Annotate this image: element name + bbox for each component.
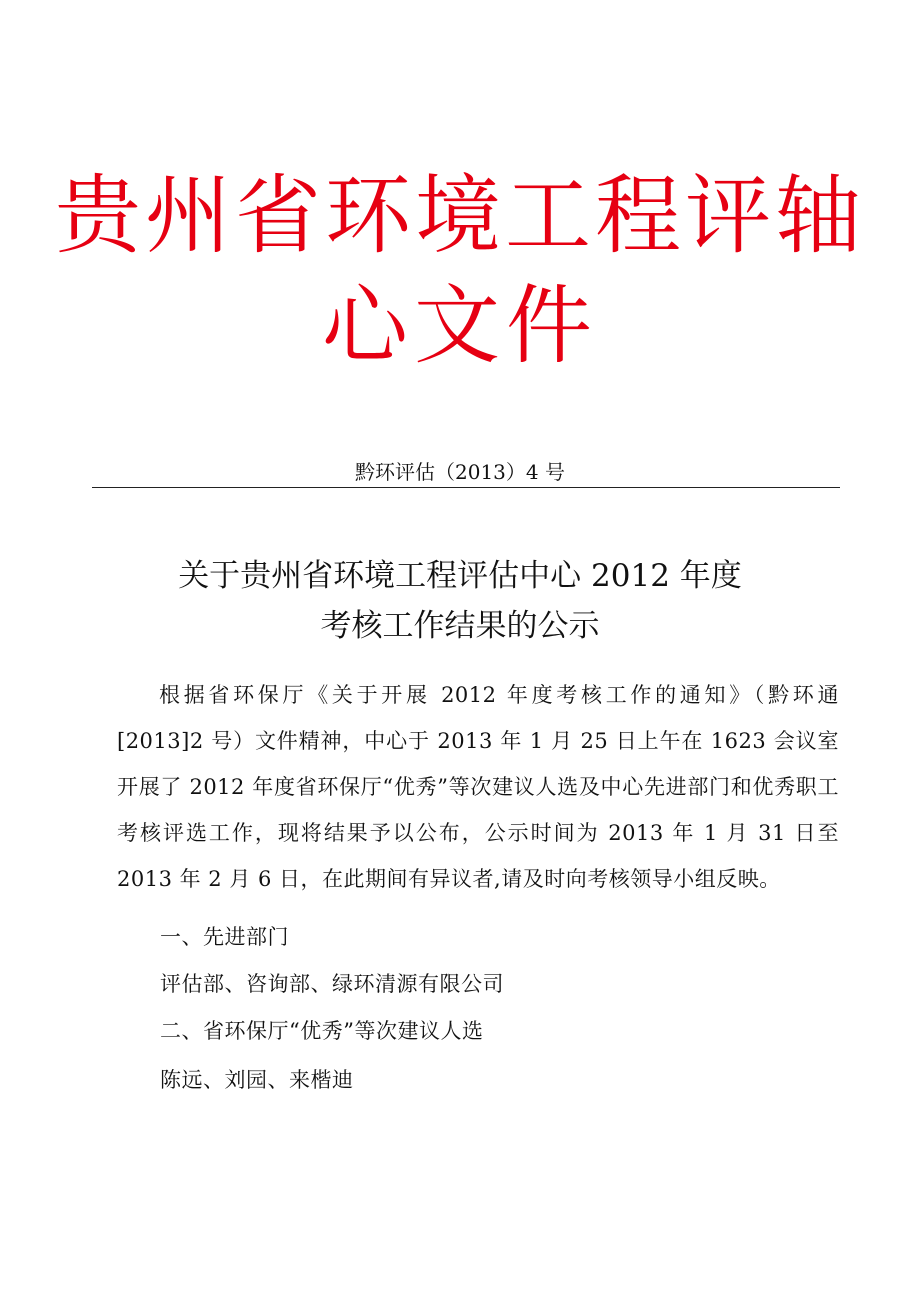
header-divider bbox=[92, 487, 840, 488]
notice-title-line2: 考核工作结果的公示 bbox=[320, 608, 600, 644]
section-1-content: 评估部、咨询部、绿环清源有限公司 bbox=[160, 972, 504, 996]
org-title-line2: 心文件 bbox=[322, 276, 598, 376]
body-paragraph: 根据省环保厅《关于开展 2012 年度考核工作的通知》（黔环通[2013]2 号）文件精神，中心于 2013 年 1 月 25 日上午在 1623 会议室开展了 2012 年度省环保厅“优秀”等次建议人选及中心先进部门和优秀职工考核评选工作，现将结果予以公布，公示时间为 2013 年 1 月 31 日至 2013 年 2 月 6 日，在此期间有异议者,请及时向考核领导小组反映。 bbox=[117, 683, 839, 891]
section-2-heading: 二、省环保厅“优秀”等次建议人选 bbox=[160, 1019, 484, 1043]
document-number: 黔环评估（2013）4 号 bbox=[355, 460, 565, 484]
notice-title-line1: 关于贵州省环境工程评估中心 2012 年度 bbox=[178, 558, 742, 594]
section-1-heading: 一、先进部门 bbox=[160, 925, 289, 949]
section-2-content: 陈远、刘园、来楷迪 bbox=[160, 1068, 354, 1092]
org-title-line1: 贵州省环境工程评轴 bbox=[55, 166, 865, 266]
